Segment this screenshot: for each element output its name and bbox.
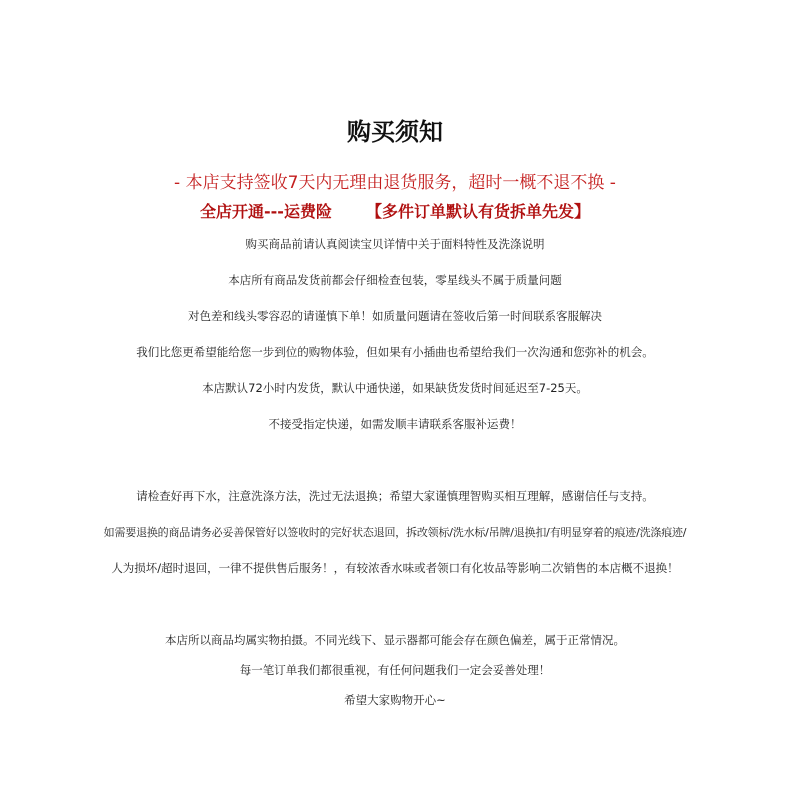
closing-line: 每一笔订单我们都很重视，有任何问题我们一定会妥善处理！ xyxy=(239,663,551,677)
notice-line: 本店默认72小时内发货，默认中通快递，如果缺货发货时间延迟至7-25天。 xyxy=(202,381,588,395)
closing-line: 本店所以商品均属实物拍摄。不同光线下、显示器都可能会存在颜色偏差，属于正常情况。 xyxy=(165,633,625,647)
notice-line: 我们比您更希望能给您一步到位的购物体验，但如果有小插曲也希望给我们一次沟通和您弥补的机会。 xyxy=(136,345,654,359)
notice-line: 不接受指定快递，如需发顺丰请联系客服补运费！ xyxy=(268,417,522,431)
notice-line: 本店所有商品发货前都会仔细检查包装，零星线头不属于质量问题 xyxy=(228,273,562,287)
care-line: 如需要退换的商品请务必妥善保管好以签收时的完好状态退回，拆改领标/洗水标/吊牌/退换扣/有明显穿着的痕迹/洗涤痕迹/ xyxy=(103,526,687,539)
notice-line: 对色差和线头零容忍的请谨慎下单！如质量问题请在签收后第一时间联系客服解决 xyxy=(188,309,602,323)
shipping-banner xyxy=(0,202,790,221)
page-title: 购买须知 xyxy=(347,118,443,146)
closing-line: 希望大家购物开心~ xyxy=(344,693,446,707)
shipping-insurance-text: 全店开通---运费险 xyxy=(200,202,332,221)
split-order-text: 【多件订单默认有货拆单先发】 xyxy=(365,202,590,221)
care-line: 人为损坏/超时退回，一律不提供售后服务！，有较浓香水味或者领口有化妆品等影响二次销售的本店概不退换！ xyxy=(111,561,679,575)
care-line: 请检查好再下水，注意洗涤方法，洗过无法退换；希望大家谨慎理智购买相互理解，感谢信任与支持。 xyxy=(136,489,654,503)
notice-line: 购买商品前请认真阅读宝贝详情中关于面料特性及洗涤说明 xyxy=(245,237,545,251)
return-policy-notice: - 本店支持签收7天内无理由退货服务，超时一概不退不换 - xyxy=(174,173,616,193)
